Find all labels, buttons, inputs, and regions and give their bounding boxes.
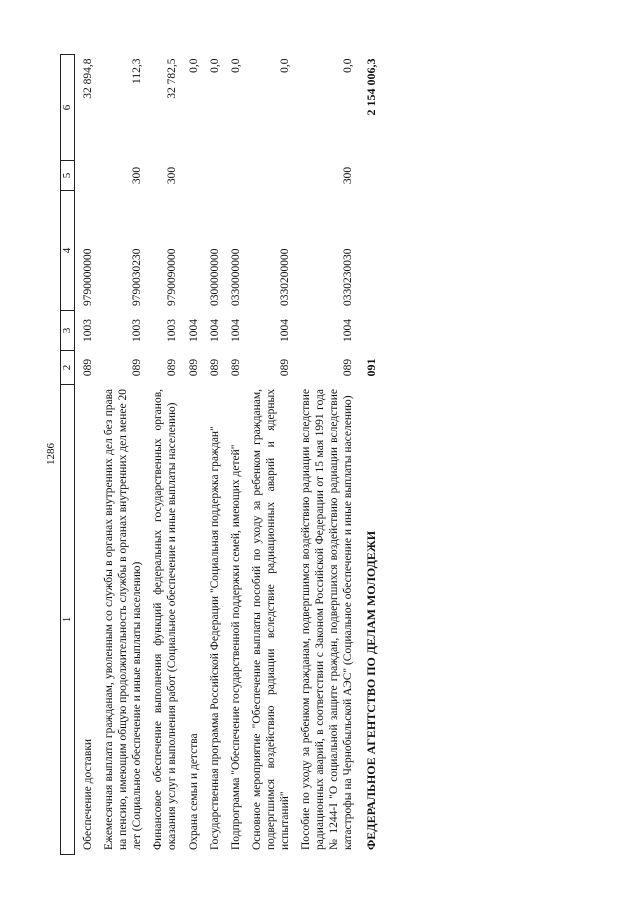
row-name: Обеспечение доставки [82, 738, 95, 850]
rotated-page-content [60, 55, 580, 855]
table-row [293, 55, 356, 855]
row-code: 089 [229, 358, 242, 377]
row-expense-type [244, 161, 293, 191]
row-amount: 0,0 [278, 58, 291, 73]
row-section: 1003 [82, 319, 95, 342]
row-code: 089 [131, 358, 144, 377]
row-amount: 0,0 [341, 58, 354, 73]
table-row [145, 55, 180, 855]
column-header: 6 [61, 55, 75, 161]
row-amount: 0,0 [187, 58, 200, 73]
row-article: 9790090000 [166, 248, 179, 306]
column-header: 5 [61, 161, 75, 191]
row-article [181, 191, 202, 311]
table-header-row [61, 55, 75, 855]
row-section: 1003 [166, 319, 179, 342]
table-row [223, 55, 244, 855]
column-header: 3 [61, 311, 75, 351]
row-article: 0330200000 [278, 248, 291, 306]
row-expense-type: 300 [131, 166, 144, 185]
row-section: 1004 [229, 319, 242, 342]
row-name: Охрана семьи и детства [187, 733, 200, 850]
budget-table [60, 54, 379, 855]
row-article: 0300000000 [208, 248, 221, 306]
row-article: 9790000000 [82, 248, 95, 306]
row-expense-type [202, 161, 223, 191]
row-name: Подпрограмма "Обеспечение государственной поддержки семей, имеющих детей" [229, 444, 242, 850]
row-name: Финансовое обеспечение выполнения функций федеральных государственных органов, оказания услуг и выполнения работ (Социальное обеспечение и иные выплаты населению) [152, 389, 179, 850]
row-expense-type: 300 [341, 166, 354, 185]
row-section: 1003 [131, 319, 144, 342]
row-name: Ежемесячная выплата гражданам, уволенным со службы в органах внутренних дел без права на пенсию, имеющим общую продолжительность службы в органах внутренних дел менее 20 лет (Социальное обеспечение и иные выплаты населению) [103, 389, 144, 850]
row-code: 089 [208, 358, 221, 377]
row-section: 1004 [208, 319, 221, 342]
total-code: 091 [363, 358, 378, 377]
row-section: 1004 [187, 319, 200, 342]
table-row [96, 55, 145, 855]
column-header: 1 [61, 385, 75, 855]
row-amount: 32 894,8 [82, 58, 95, 99]
row-article: 0330000000 [229, 248, 242, 306]
row-article: 0330230030 [341, 248, 354, 306]
row-code: 089 [341, 358, 354, 377]
total-name: ФЕДЕРАЛЬНОЕ АГЕНТСТВО ПО ДЕЛАМ МОЛОДЕЖИ [363, 530, 378, 850]
table-row [244, 55, 293, 855]
row-expense-type: 300 [166, 166, 179, 185]
row-expense-type [75, 161, 97, 191]
table-row [202, 55, 223, 855]
row-amount: 0,0 [229, 58, 242, 73]
empty-cell [356, 311, 380, 351]
row-code: 089 [187, 358, 200, 377]
column-header: 2 [61, 351, 75, 385]
row-code: 089 [278, 358, 291, 377]
row-article: 9790030230 [131, 248, 144, 306]
table-row [75, 55, 97, 855]
row-name: Пособие по уходу за ребенком гражданам, подвергшимся воздействию радиации вследствие радиационных аварий, в соответствии с Законом Российской Федерации от 15 мая 1991 года № 1244-I "О социальной защите граждан, подвергшихся воздействию радиации вследствие катастрофы на Чернобыльской АЭС" (Социальное обеспечение и иные выплаты населению) [299, 389, 354, 850]
empty-cell [356, 191, 380, 311]
column-header: 4 [61, 191, 75, 311]
row-expense-type [181, 161, 202, 191]
row-expense-type [223, 161, 244, 191]
row-amount: 32 782,5 [166, 58, 179, 99]
table-row [181, 55, 202, 855]
row-name: Государственная программа Российской Федерации "Социальная поддержка граждан" [208, 426, 221, 850]
row-section: 1004 [278, 319, 291, 342]
page-number: 1286 [45, 443, 57, 465]
row-amount: 112,3 [131, 58, 144, 84]
row-code: 089 [166, 358, 179, 377]
total-row [356, 55, 380, 855]
row-amount: 0,0 [208, 58, 221, 73]
row-section: 1004 [341, 319, 354, 342]
total-amount: 2 154 006,3 [363, 58, 378, 116]
empty-cell [356, 161, 380, 191]
row-name: Основное мероприятие "Обеспечение выплаты пособий по уходу за ребенком гражданам, подвергшимся воздействию радиации вследствие радиационных аварий и ядерных испытаний" [250, 389, 291, 850]
row-code: 089 [82, 358, 95, 377]
